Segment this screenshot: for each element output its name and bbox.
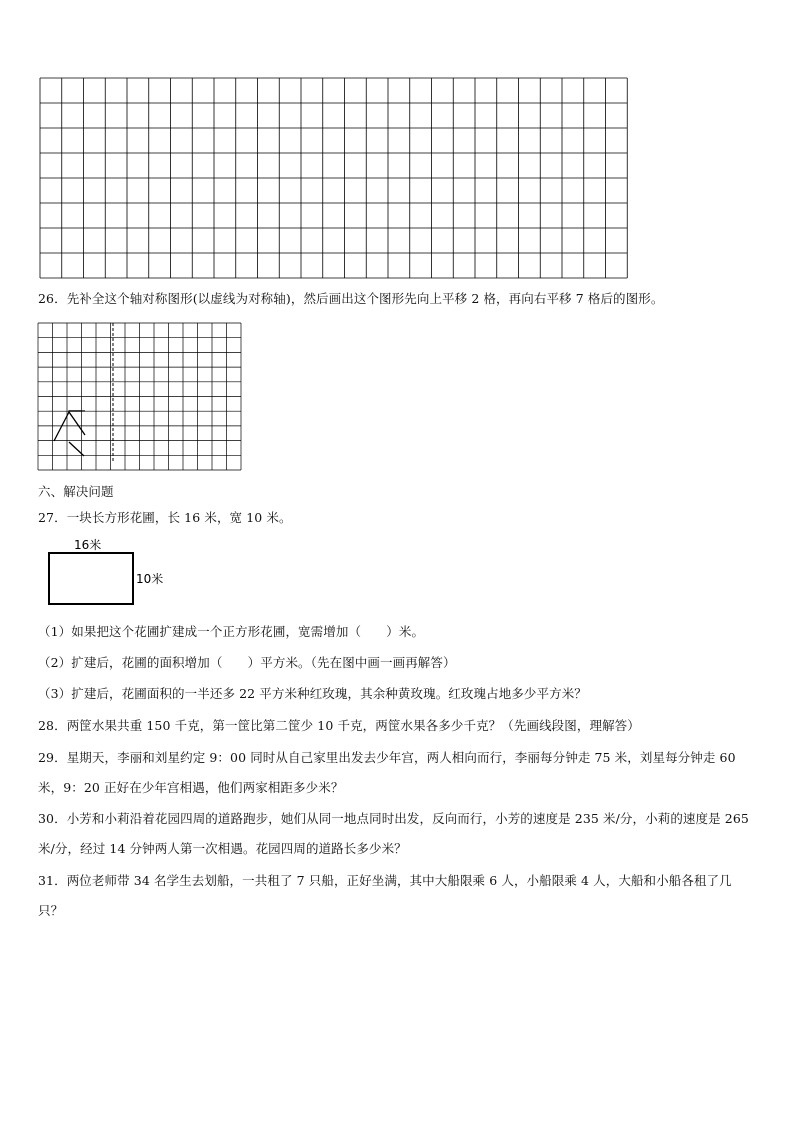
q27-rectangle-diagram: [44, 536, 184, 608]
q27-sub3: （3）扩建后，花圃面积的一半还多 22 平方米种红玫瑰，其余种黄玫瑰。红玫瑰占地多少平方米？: [38, 686, 587, 701]
q26-half-figure: [69, 411, 85, 435]
q27-width-label: 10米: [136, 572, 164, 586]
top-grid-paper: [40, 78, 628, 279]
q30-text: 30．小芳和小莉沿着花园四周的道路跑步，她们从同一地点同时出发，反向而行，小芳的速度是 235 米/分，小莉的速度是 265 米/分，经过 14 分钟两人第一次相遇。花园四周的道路长多少米？: [38, 811, 749, 856]
q26-grid-paper: [38, 323, 242, 471]
q27-sub1: （1）如果把这个花圃扩建成一个正方形花圃，宽需增加（ ）米。: [38, 624, 425, 639]
section-6-title: 六、解决问题: [38, 484, 114, 499]
q31-text: 31．两位老师带 34 名学生去划船，一共租了 7 只船，正好坐满，其中大船限乘 6 人，小船限乘 4 人，大船和小船各租了几只？: [38, 873, 732, 918]
q29-text: 29．星期天，李丽和刘星约定 9：00 同时从自己家里出发去少年宫，两人相向而行，李丽每分钟走 75 米，刘星每分钟走 60 米，9：20 正好在少年宫相遇，他们两家相距多少米？: [38, 750, 736, 795]
q27-garden-rectangle: [49, 553, 133, 604]
q27-sub2: （2）扩建后，花圃的面积增加（ ）平方米。（先在图中画一画再解答）: [38, 655, 456, 670]
q26-text: 26．先补全这个轴对称图形(以虚线为对称轴)，然后画出这个图形先向上平移 2 格，再向右平移 7 格后的图形。: [38, 291, 664, 306]
q27-length-label: 16米: [74, 538, 102, 552]
q27-text: 27．一块长方形花圃，长 16 米，宽 10 米。: [38, 510, 292, 525]
q28-text: 28．两筐水果共重 150 千克，第一筐比第二筐少 10 千克，两筐水果各多少千克？（先画线段图，理解答）: [38, 718, 640, 733]
